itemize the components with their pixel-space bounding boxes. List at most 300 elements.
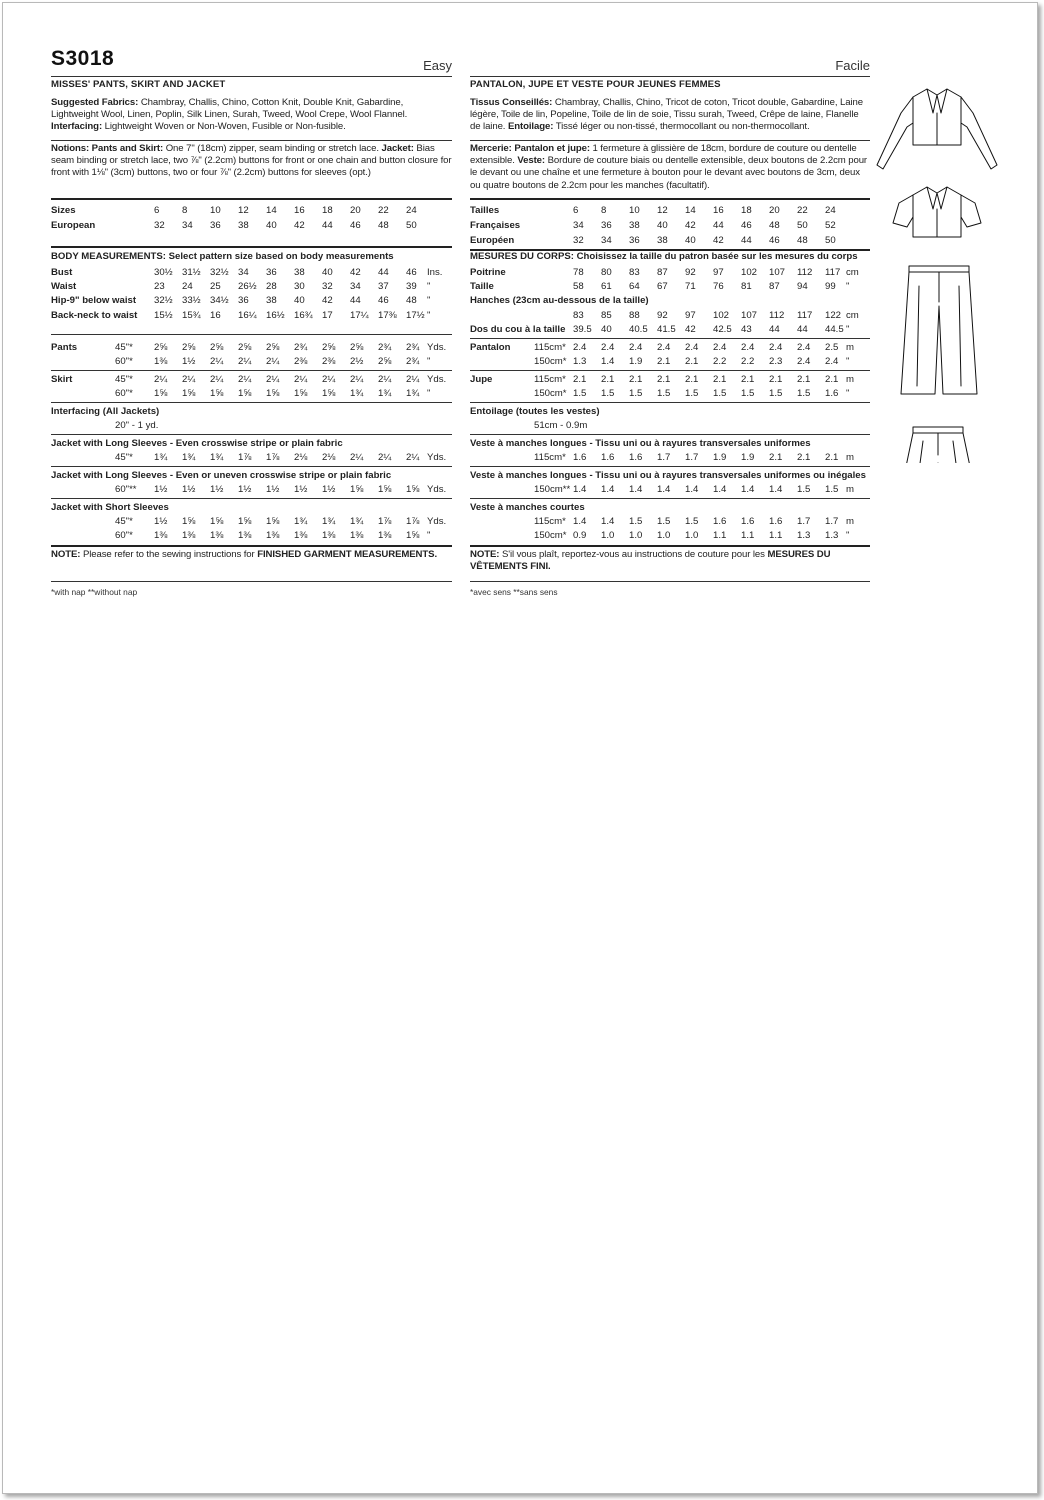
cell-value: 1⅜ [238,530,252,541]
cell-value: 32 [154,220,165,231]
table-row [470,484,870,496]
cell-value: 76 [713,281,724,292]
cell-value: 1⅝ [294,388,308,399]
table-row [470,235,870,247]
cell-value: 10 [629,205,640,216]
cell-value: 87 [657,267,668,278]
cell-value: 44 [741,235,752,246]
cell-value: 16¼ [238,310,257,321]
divider [470,545,870,547]
garment-title: PANTALON, JUPE ET VESTE POUR JEUNES FEMMES [470,79,721,90]
cell-value: 17 [322,310,333,321]
table-row [470,342,870,354]
cell-value: 22 [797,205,808,216]
cell-value: 2.1 [601,374,615,385]
table-row [51,267,452,279]
divider [51,370,452,371]
cell-value: 2¼ [322,374,336,385]
cell-value: 1.4 [685,484,699,495]
cell-value: 18 [741,205,752,216]
table-row [51,452,452,464]
cell-value: 1.5 [741,388,755,399]
garment-sketches [871,83,1031,463]
table-row [51,420,452,432]
table-row [470,310,870,322]
cell-value: 1.6 [601,452,615,463]
divider [51,434,452,435]
cell-value: 2.1 [713,374,727,385]
cell-value: 2.1 [797,452,811,463]
table-row [470,356,870,368]
cell-value: 61 [601,281,612,292]
cell-value: 1.4 [573,484,587,495]
cell-value: 38 [629,220,640,231]
cell-value: 39 [406,281,417,292]
cell-value: 50 [797,220,808,231]
cell-value: 2¾ [406,342,420,353]
cell-value: 42 [322,295,333,306]
cell-value: 1.1 [741,530,755,541]
cell-value: 1.0 [685,530,699,541]
unit-label: " [427,530,431,541]
divider [51,402,452,403]
jacket-short-sleeves-sketch [893,187,981,237]
cell-value: 97 [685,310,696,321]
cell-value: 34 [350,281,361,292]
unit-label: m [846,374,854,385]
fabrics-text: Chambray, Challis, Chino, Cotton Knit, Double Knit, Gabardine, Lightweight Wool, Linen, Poplin, Silk Linen, Surah, Tweed, Wool Crepe, Wool Flannel. [51,97,408,121]
cell-value: 1.9 [713,452,727,463]
cell-value: 2.2 [713,356,727,367]
cell-value: 1.7 [657,452,671,463]
section-heading: Jacket with Long Sleeves - Even or uneven crosswise stripe or plain fabric [51,470,392,481]
cell-value: 2⅝ [350,342,364,353]
unit-label: m [846,452,854,463]
cell-value: 1⅞ [378,516,392,527]
interfacing-text: Lightweight Woven or Non-Woven, Fusible or Non-fusible. [104,121,346,133]
cell-value: 1½ [238,484,252,495]
divider [470,76,870,77]
row-label: Françaises [470,220,521,231]
cell-value: 40 [294,295,305,306]
cell-value: 36 [238,295,249,306]
cell-value: 1.5 [657,516,671,527]
cell-value: 1.4 [601,484,615,495]
cell-value: 1.5 [629,388,643,399]
cell-value: 1⅝ [182,388,196,399]
row-label: Jupe [470,374,493,385]
cell-value: 44 [797,324,808,335]
cell-value: 16 [294,205,305,216]
cell-value: 1.5 [573,388,587,399]
cell-value: 50 [825,235,836,246]
divider [470,402,870,403]
cell-value: 1⅝ [266,388,280,399]
unit-label: cm [846,267,859,278]
cell-value: 8 [601,205,607,216]
table-row [51,374,452,386]
cell-value: 10 [210,205,221,216]
cell-value: 2.1 [825,452,839,463]
table-row [51,220,452,232]
unit-label: " [427,310,431,321]
cell-value: 24 [182,281,193,292]
cell-value: 88 [629,310,640,321]
cell-value: 1⅝ [266,516,280,527]
table-row [470,220,870,232]
unit-label: " [846,356,850,367]
cell-value: 1⅝ [378,484,392,495]
cell-value: 1.4 [601,356,615,367]
cell-value: 83 [573,310,584,321]
cell-value: 1⅝ [238,516,252,527]
footnote: *with nap **without nap [51,587,138,597]
cell-value: 1½ [182,484,196,495]
note-text: Please refer to the sewing instructions for [82,549,255,560]
jacket-notions-label: Jacket: [381,143,414,154]
unit-label: " [846,324,850,335]
row-label: Pantalon [470,342,511,353]
cell-value: 92 [657,310,668,321]
cell-value: 71 [685,281,696,292]
notions [470,143,870,192]
cell-value: 2.4 [797,342,811,353]
jacket-notions-text: Bias seam binding or stretch lace, two ⅞" (2.2cm) buttons for front or one chain and button closure for front with 1⅛" (3cm) buttons, two or four ⅞" (2.2cm) buttons for sleeves (opt.) [51,143,452,179]
cell-value: 2.4 [741,342,755,353]
row-label: Waist [51,281,77,292]
cell-value: 1¾ [182,452,196,463]
cell-value: 31½ [182,267,201,278]
cell-value: 52 [825,220,836,231]
section-heading: MESURES DU CORPS: Choisissez la taille du patron basée sur les mesures du corps [470,251,858,262]
cell-value: 122 [825,310,842,321]
row-text: 51cm - 0.9m [534,420,588,431]
notions [51,143,452,180]
cell-value: 1⅝ [238,388,252,399]
cell-value: 16½ [266,310,285,321]
cell-value: 1⅝ [322,388,336,399]
cell-value: 0.9 [573,530,587,541]
cell-value: 1.5 [769,388,783,399]
divider [470,498,870,499]
section-heading: Veste à manches courtes [470,502,585,513]
cell-value: 26½ [238,281,257,292]
cell-value: 40 [601,324,612,335]
interfacing-text: Tissé léger ou non-tissé, thermocollant ou non-thermocollant. [555,121,810,133]
section-heading: Jacket with Short Sleeves [51,502,169,513]
cell-value: 36 [266,267,277,278]
cell-value: 16 [713,205,724,216]
cell-value: 2¼ [294,374,308,385]
cell-value: 46 [769,235,780,246]
table-row [51,205,452,217]
cell-value: 2¼ [182,374,196,385]
title-row [51,41,452,75]
fabric-width: 60"* [115,530,133,541]
table-row [470,324,870,336]
cell-value: 20 [769,205,780,216]
cell-value: 1.5 [797,388,811,399]
notions-label: Notions: Pants and Skirt: [51,143,164,154]
cell-value: 24 [406,205,417,216]
cell-value: 1.0 [601,530,615,541]
cell-value: 1.6 [741,516,755,527]
cell-value: 40 [657,220,668,231]
cell-value: 17½ [406,310,425,321]
cell-value: 8 [182,205,188,216]
cell-value: 2⅝ [238,342,252,353]
cell-value: 38 [238,220,249,231]
cell-value: 34½ [210,295,229,306]
cell-value: 64 [629,281,640,292]
note [51,549,452,561]
unit-label: Yds. [427,374,447,385]
cell-value: 46 [350,220,361,231]
cell-value: 32 [573,235,584,246]
cell-value: 2¼ [378,452,392,463]
section-heading: Veste à manches longues - Tissu uni ou à rayures transversales uniformes ou inégales [470,470,866,481]
unit-label: " [846,388,850,399]
row-label: Bust [51,267,73,278]
cell-value: 48 [769,220,780,231]
cell-value: 1⅜ [154,530,168,541]
difficulty-label: Facile [835,58,870,73]
flared-skirt-sketch [893,427,983,463]
cell-value: 2¼ [238,374,252,385]
cell-value: 2.2 [741,356,755,367]
cell-value: 83 [629,267,640,278]
cell-value: 2.1 [797,374,811,385]
fabric-width: 45"* [115,374,133,385]
cell-value: 1½ [322,484,336,495]
divider [51,198,452,200]
cell-value: 1¾ [210,452,224,463]
cell-value: 46 [378,295,389,306]
row-label: Skirt [51,374,73,385]
cell-value: 25 [210,281,221,292]
cell-value: 1.4 [713,484,727,495]
cell-value: 1.5 [713,388,727,399]
cell-value: 1.6 [713,516,727,527]
cell-value: 1.7 [797,516,811,527]
cell-value: 42 [294,220,305,231]
cell-value: 2.3 [769,356,783,367]
cell-value: 1⅝ [406,530,420,541]
cell-value: 6 [573,205,579,216]
cell-value: 1.6 [769,516,783,527]
cell-value: 94 [797,281,808,292]
unit-label: m [846,516,854,527]
cell-value: 2¼ [238,356,252,367]
fabric-width: 115cm* [534,516,566,527]
cell-value: 2⅜ [322,356,336,367]
fabric-width: 45"* [115,452,133,463]
cell-value: 92 [685,267,696,278]
cell-value: 2¼ [350,452,364,463]
cell-value: 32½ [210,267,229,278]
cell-value: 18 [322,205,333,216]
cell-value: 2.4 [685,342,699,353]
fabric-width: 115cm* [534,452,566,463]
divider [51,466,452,467]
cell-value: 2.5 [825,342,839,353]
cell-value: 24 [825,205,836,216]
cell-value: 117 [797,310,813,321]
cell-value: 1.5 [685,516,699,527]
notions-text: One 7" (18cm) zipper, seam binding or stretch lace. [165,143,379,154]
table-row [470,420,870,432]
fabrics-label: Suggested Fabrics: [51,97,139,108]
cell-value: 1.5 [797,484,811,495]
cell-value: 2¼ [406,452,420,463]
cell-value: 36 [210,220,221,231]
cell-value: 12 [657,205,668,216]
fabric-width: 150cm* [534,530,567,541]
cell-value: 1¾ [322,516,336,527]
cell-value: 2.1 [685,356,699,367]
table-row [51,281,452,293]
suggested-fabrics [470,97,870,134]
cell-value: 30½ [154,267,173,278]
cell-value: 46 [406,267,417,278]
pattern-envelope-back [2,2,1038,1494]
cell-value: 1⅝ [154,388,168,399]
cell-value: 44 [713,220,724,231]
cell-value: 1⅝ [182,516,196,527]
garment-title: MISSES' PANTS, SKIRT AND JACKET [51,79,226,90]
cell-value: 44 [350,295,361,306]
cell-value: 1.5 [685,388,699,399]
unit-label: " [427,281,431,292]
table-row [470,516,870,528]
cell-value: 2⅛ [294,452,308,463]
cell-value: 1.7 [825,516,839,527]
cell-value: 2⅛ [322,452,336,463]
note-emphasis: MESURES DU VÊTEMENTS FINI. [470,549,831,573]
cell-value: 1⅞ [238,452,252,463]
table-row [51,516,452,528]
divider [470,198,870,200]
cell-value: 32½ [154,295,173,306]
cell-value: 2.1 [629,374,643,385]
cell-value: 97 [713,267,724,278]
cell-value: 40 [685,235,696,246]
cell-value: 2.4 [713,342,727,353]
fabric-width: 60"* [115,388,133,399]
cell-value: 44 [769,324,780,335]
cell-value: 6 [154,205,160,216]
fabric-width: 150cm* [534,356,567,367]
row-label: Back-neck to waist [51,310,138,321]
cell-value: 2¼ [378,374,392,385]
section-heading: Jacket with Long Sleeves - Even crosswise stripe or plain fabric [51,438,343,449]
cell-value: 102 [713,310,730,321]
cell-value: 38 [657,235,668,246]
cell-value: 1½ [182,356,196,367]
unit-label: " [846,530,850,541]
cell-value: 2½ [350,356,364,367]
cell-value: 1⅜ [294,530,308,541]
cell-value: 81 [741,281,752,292]
jacket-long-sleeves-sketch [877,89,997,169]
cell-value: 1.9 [741,452,755,463]
cell-value: 1.4 [657,484,671,495]
cell-value: 2¼ [350,374,364,385]
cell-value: 112 [797,267,813,278]
unit-label: Yds. [427,516,447,527]
cell-value: 107 [769,267,786,278]
cell-value: 40 [322,267,333,278]
cell-value: 2¼ [154,374,168,385]
cell-value: 44.5 [825,324,844,335]
cell-value: 1⅜ [350,530,364,541]
table-row [51,356,452,368]
table-row [470,374,870,386]
table-row [51,342,452,354]
fabric-width: 115cm* [534,342,566,353]
cell-value: 33½ [182,295,201,306]
cell-value: 2⅝ [266,342,280,353]
cell-value: 1.9 [629,356,643,367]
cell-value: 1⅜ [182,530,196,541]
cell-value: 34 [573,220,584,231]
fabric-width: 150cm* [534,388,567,399]
cell-value: 34 [601,235,612,246]
cell-value: 2.1 [825,374,839,385]
unit-label: cm [846,310,859,321]
interfacing-label: Interfacing: [51,121,103,133]
pattern-number: S3018 [51,47,115,70]
cell-value: 28 [266,281,277,292]
title-row [470,41,870,75]
row-label: Taille [470,281,494,292]
cell-value: 42 [713,235,724,246]
cell-value: 1.3 [573,356,587,367]
table-row [51,484,452,496]
cell-value: 1.1 [713,530,727,541]
table-row [470,530,870,542]
cell-value: 2¼ [266,356,280,367]
cell-value: 1.5 [629,516,643,527]
cell-value: 42.5 [713,324,732,335]
fabric-width: 60"** [115,484,137,495]
cell-value: 1.4 [629,484,643,495]
cell-value: 15½ [154,310,173,321]
cell-value: 78 [573,267,584,278]
cell-value: 1.5 [601,388,615,399]
cell-value: 2.4 [769,342,783,353]
cell-value: 117 [825,267,841,278]
cell-value: 2¾ [294,342,308,353]
cell-value: 2⅝ [322,342,336,353]
cell-value: 2.1 [741,374,755,385]
section-heading: BODY MEASUREMENTS: Select pattern size based on body measurements [51,251,394,262]
cell-value: 1.3 [797,530,811,541]
cell-value: 14 [685,205,696,216]
divider [51,334,452,335]
cell-value: 1¾ [406,388,420,399]
cell-value: 46 [741,220,752,231]
cell-value: 2.4 [825,356,839,367]
row-label: Pants [51,342,78,353]
cell-value: 16 [210,310,221,321]
cell-value: 1¾ [294,516,308,527]
unit-label: m [846,484,854,495]
cell-value: 102 [741,267,758,278]
notions-text: 1 fermeture à glissière de 18cm, bordure de couture ou dentelle extensible. [470,143,857,167]
cell-value: 22 [378,205,389,216]
section-heading: Interfacing (All Jackets) [51,406,160,417]
